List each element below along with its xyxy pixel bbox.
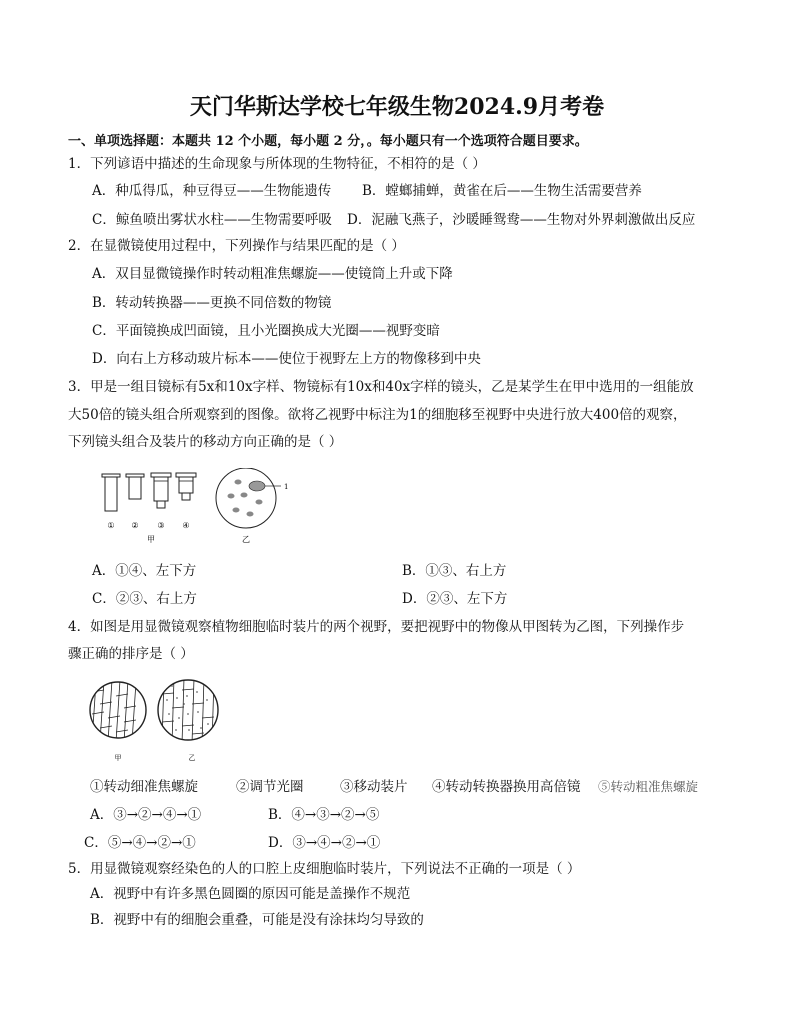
view-jia-icon xyxy=(90,680,146,742)
question-4-option-c: C．⑤→④→②→① xyxy=(84,835,196,851)
question-4-step-2: ②调节光圈 xyxy=(236,779,304,795)
view-yi-icon xyxy=(158,678,218,744)
question-4-step-4: ④转动转换器换用高倍镜 xyxy=(432,779,581,795)
question-3-stem-line-1: 3．甲是一组目镜标有5x和10x字样、物镜标有10x和40x字样的镜头，乙是某学生在甲中选用的一组能放 xyxy=(68,379,694,395)
lens-label-1: ① xyxy=(107,521,115,530)
question-5-option-b: B．视野中有的细胞会重叠，可能是没有涂抹均匀导致的 xyxy=(90,912,424,928)
question-2-stem: 2．在显微镜使用过程中，下列操作与结果匹配的是（ ） xyxy=(68,238,405,254)
lens-label-3: ③ xyxy=(157,521,165,530)
section-heading: 一、单项选择题：本题共 12 个小题，每小题 2 分，。每小题只有一个选项符合题目要求。 xyxy=(68,134,588,149)
question-4-figure xyxy=(88,678,238,766)
question-3-stem-line-3: 下列镜头组合及装片的移动方向正确的是（ ） xyxy=(68,434,343,450)
question-4-stem-line-1: 4．如图是用显微镜观察植物细胞临时装片的两个视野，要把视野中的物像从甲图转为乙图，下列操作步 xyxy=(68,619,685,635)
question-4-stem-line-2: 骤正确的排序是（ ） xyxy=(68,646,194,662)
question-4-step-1: ①转动细准焦螺旋 xyxy=(90,779,198,795)
figure-label-yi: 乙 xyxy=(242,535,250,544)
question-5-stem: 5．用显微镜观察经染色的人的口腔上皮细胞临时装片，下列说法不正确的一项是（ ） xyxy=(68,861,581,877)
question-2-option-c: C．平面镜换成凹面镜，且小光圈换成大光圈——视野变暗 xyxy=(92,323,440,339)
question-2-option-b: B．转动转换器——更换不同倍数的物镜 xyxy=(92,295,332,311)
question-4-step-5: ⑤转动粗准焦螺旋 xyxy=(598,779,699,794)
question-3-option-a: A．①④、左下方 xyxy=(92,563,197,579)
cell-label-1: 1 xyxy=(284,483,289,491)
microscope-view-icon xyxy=(216,468,281,528)
lens-1-icon xyxy=(102,474,120,511)
figure-label-yi: 乙 xyxy=(188,754,196,762)
lens-4-icon xyxy=(176,473,196,500)
question-5-option-a: A．视野中有许多黑色圆圈的原因可能是盖操作不规范 xyxy=(90,886,411,902)
question-3-option-c: C．②③、右上方 xyxy=(92,591,197,607)
question-3-option-d: D．②③、左下方 xyxy=(402,591,508,607)
question-4-option-b: B．④→③→②→⑤ xyxy=(268,807,380,823)
question-4-step-3: ③移动装片 xyxy=(340,779,408,795)
question-2-option-d: D．向右上方移动玻片标本——使位于视野左上方的物像移到中央 xyxy=(92,351,481,367)
question-3-figure xyxy=(96,468,296,550)
question-4-option-a: A．③→②→④→① xyxy=(90,807,202,823)
lens-2-icon xyxy=(126,474,144,499)
question-1-option-d: D．泥融飞燕子，沙暖睡鸳鸯——生物对外界刺激做出反应 xyxy=(347,212,696,228)
question-4-option-d: D．③→④→②→① xyxy=(268,835,381,851)
lens-3-icon xyxy=(151,473,171,508)
figure-label-jia: 甲 xyxy=(147,535,155,544)
figure-label-jia: 甲 xyxy=(114,754,122,762)
lens-label-2: ② xyxy=(131,521,139,530)
question-1-option-b: B．螳螂捕蝉，黄雀在后——生物生活需要营养 xyxy=(362,183,642,199)
question-2-option-a: A．双目显微镜操作时转动粗准焦螺旋——使镜筒上升或下降 xyxy=(92,266,453,282)
question-1-option-c: C．鲸鱼喷出雾状水柱——生物需要呼吸 xyxy=(92,212,332,228)
question-3-option-b: B．①③、右上方 xyxy=(402,563,507,579)
question-1-stem: 1．下列谚语中描述的生命现象与所体现的生物特征，不相符的是（ ） xyxy=(68,156,486,172)
lens-label-4: ④ xyxy=(182,521,190,530)
question-3-stem-line-2: 大50倍的镜头组合所观察到的图像。欲将乙视野中标注为1的细胞移至视野中央进行放大400倍的观察， xyxy=(68,407,687,423)
question-1-option-a: A．种瓜得瓜，种豆得豆——生物能遗传 xyxy=(92,183,332,199)
page-title: 天门华斯达学校七年级生物2024.9月考卷 xyxy=(189,94,605,120)
